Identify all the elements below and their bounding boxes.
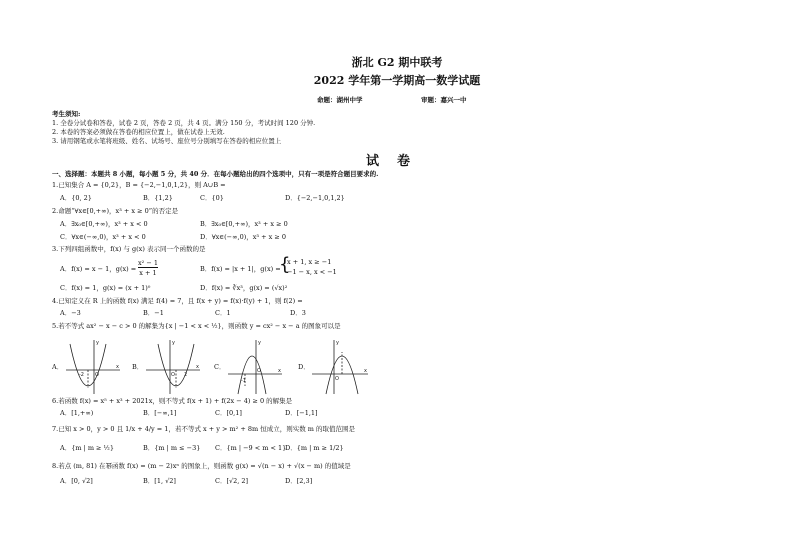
q6-option-d: D．[−1,1]	[285, 409, 318, 417]
q5-option-b: B．	[132, 363, 144, 371]
q3-b-case-top: x + 1, x ≥ −1	[287, 258, 332, 266]
q6-stem: 6.若函数 f(x) = x⁵ + x³ + 2021x，则不等式 f(x + 1) + f(2x − 4) ≥ 0 的解集是	[52, 397, 293, 405]
q2-option-a: A．∃x₀∈[0,+∞)，x³ + x < 0	[60, 220, 148, 228]
x-label: x	[116, 364, 119, 370]
q3-option-d: D．f(x) = ∛x³，g(x) = (√x)²	[200, 284, 288, 292]
origin-label: O	[171, 372, 175, 378]
q4-option-a: A．−3	[60, 309, 81, 317]
q1-option-d: D．{−2,−1,0,1,2}	[285, 194, 345, 202]
q5-stem-part1: 5.若不等式 ax² − x − c > 0 的解集为	[52, 322, 165, 330]
notice-heading: 考生须知:	[52, 110, 81, 118]
section-heading: 一、选择题：本题共 8 小题，每小题 5 分，共 40 分．在每小题给出的四个选项中，只有一项是符合题目要求的.	[52, 170, 379, 178]
q5-solution-set: {x | −1 < x < ½}	[164, 322, 222, 330]
tick-label: -1	[241, 378, 246, 384]
x-label: x	[278, 368, 281, 374]
y-label: y	[336, 340, 339, 346]
tick-label: -2	[79, 372, 84, 378]
origin-label: O	[257, 368, 261, 374]
reviewer-line: 审题：嘉兴一中	[421, 96, 467, 104]
notice-line: 1. 全卷分试卷和答卷，试卷 2 页，答卷 2 页，共 4 页。满分 150 分，考试时间 120 分钟.	[52, 119, 316, 127]
q8-option-a: A．[0, √2]	[60, 477, 93, 485]
q6-option-b: B．[−∞,1]	[143, 409, 177, 417]
x-label: x	[364, 368, 367, 374]
q6-option-c: C．[0,1]	[215, 409, 242, 417]
parabola-curve	[158, 344, 194, 386]
paper-title: 试卷	[365, 154, 428, 169]
q3-a-denominator: x + 1	[139, 269, 157, 277]
q2-option-d: D．∀x∈(−∞,0)，x³ + x ≥ 0	[200, 233, 286, 241]
q4-stem: 4.已知定义在 R 上的函数 f(x) 满足 f(4) = 7，且 f(x + y) = f(x)·f(y) + 1，则 f(2) =	[52, 297, 303, 305]
q5-graph-c	[226, 338, 284, 396]
exam-subtitle: 2022 学年第一学期高一数学试题	[313, 74, 481, 87]
tick-label: 2	[184, 372, 188, 378]
q4-option-d: D．3	[290, 309, 306, 317]
y-label: y	[258, 340, 261, 346]
exam-title: 浙北 G2 期中联考	[351, 56, 443, 69]
q6-option-a: A．[1,+∞)	[60, 409, 94, 417]
q7-option-c: C．{m | −9 < m < 1}	[215, 444, 287, 452]
q5-option-d: D．	[298, 363, 310, 371]
q1-option-c: C．{0}	[200, 194, 224, 202]
q1-option-a: A．{0, 2}	[60, 194, 92, 202]
author-line: 命题：湖州中学	[317, 96, 363, 104]
parabola-curve	[70, 344, 106, 386]
y-label: y	[172, 340, 175, 346]
origin-label: O	[95, 372, 99, 378]
q7-option-d: D．{m | m ≥ 1/2}	[285, 444, 344, 452]
q3-option-a: A．f(x) = x − 1，g(x) =	[60, 265, 137, 273]
q2-option-b: B．∃x₀∈[0,+∞)，x³ + x ≥ 0	[200, 220, 288, 228]
q5-graph-a	[64, 338, 122, 396]
notice-line: 2. 本卷的答案必须做在答卷的相应位置上，做在试卷上无效.	[52, 128, 225, 136]
q5-graph-d	[310, 338, 370, 396]
q5-stem	[52, 322, 341, 330]
q3-b-brace: {	[279, 254, 291, 275]
q8-option-b: B．[1, √2]	[143, 477, 176, 485]
q1-option-b: B．{1,2}	[143, 194, 173, 202]
q3-a-numerator: x² − 1	[138, 259, 158, 267]
q8-stem: 8.若点 (m, 81) 在幂函数 f(x) = (m − 2)xⁿ 的图象上，则函数 g(x) = √(n − x) + √(x − m) 的值域是	[52, 462, 351, 470]
q3-option-c: C．f(x) = 1，g(x) = (x + 1)⁰	[60, 284, 151, 292]
origin-label: O	[335, 376, 339, 382]
q3-stem: 3.下列四组函数中，f(x) 与 g(x) 表示同一个函数的是	[52, 245, 206, 253]
x-label: x	[196, 364, 199, 370]
q7-option-a: A．{m | m ≥ ½}	[60, 444, 114, 452]
q7-stem: 7.已知 x > 0，y > 0 且 1/x + 4/y = 1，若不等式 x + y > m² + 8m 恒成立，则实数 m 的取值范围是	[52, 425, 356, 433]
q1-stem: 1.已知集合 A = {0,2}，B = {−2,−1,0,1,2}，则 A∪B =	[52, 181, 226, 189]
q4-option-b: B．−1	[143, 309, 164, 317]
q5-graph-b	[144, 338, 202, 396]
q3-b-case-bottom: −1 − x, x < −1	[287, 268, 337, 276]
notice-line: 3. 请用钢笔或水笔将班级、姓名、试场号、座位号分别填写在答卷的相应位置上	[52, 137, 282, 145]
q2-stem: 2.命题“∀x∈[0,+∞)，x³ + x ≥ 0”的否定是	[52, 207, 179, 215]
parabola-curve	[238, 356, 266, 394]
q2-option-c: C．∀x∈(−∞,0)，x³ + x < 0	[60, 233, 146, 241]
q5-stem-part2: ，则函数 y = cx² − x − a 的图象可以是	[221, 322, 341, 330]
q7-option-b: B．{m | m ≤ −3}	[143, 444, 201, 452]
q4-option-c: C．1	[215, 309, 231, 317]
q5-option-c: C．	[214, 363, 226, 371]
q5-option-a: A．	[52, 363, 64, 371]
q8-option-d: D．[2,3]	[285, 477, 313, 485]
q8-option-c: C．[√2, 2]	[215, 477, 249, 485]
y-label: y	[96, 340, 99, 346]
q3-option-b: B．f(x) = |x + 1|，g(x) =	[200, 265, 281, 273]
